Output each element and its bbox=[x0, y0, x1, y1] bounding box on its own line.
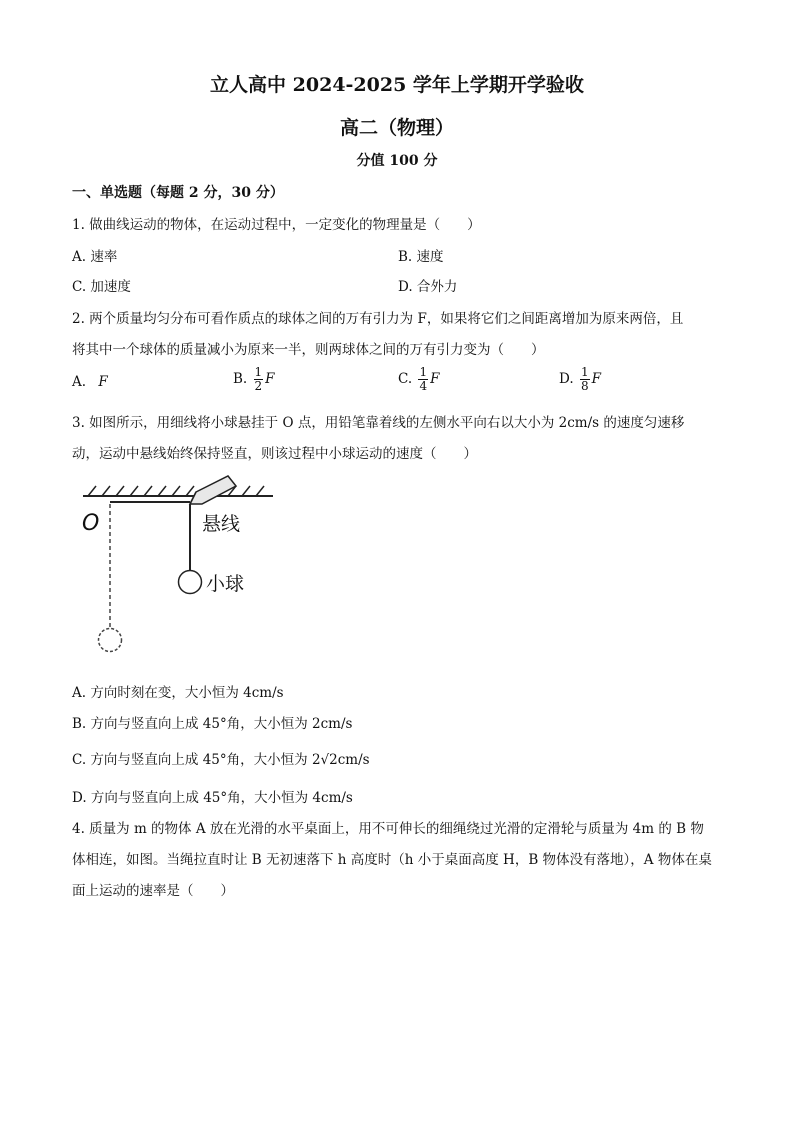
pendulum-figure bbox=[78, 472, 278, 662]
fraction-denominator: 2 bbox=[254, 379, 263, 393]
ball bbox=[179, 571, 202, 594]
fraction-numerator: 1 bbox=[580, 365, 589, 379]
q1-option-a: A. 速率 bbox=[72, 249, 118, 265]
option-var: F bbox=[430, 371, 440, 387]
q1-option-c: C. 加速度 bbox=[72, 279, 131, 295]
question-4-stem-line1: 4. 质量为 m 的物体 A 放在光滑的水平桌面上，用不可伸长的细绳绕过光滑的定滑轮与质量为 4m 的 B 物 bbox=[72, 821, 704, 837]
q3-option-a: A. 方向时刻在变，大小恒为 4cm/s bbox=[72, 685, 284, 701]
fraction bbox=[418, 366, 428, 393]
fraction-denominator: 8 bbox=[580, 379, 589, 393]
fraction-numerator: 1 bbox=[419, 365, 428, 379]
fraction bbox=[254, 366, 264, 393]
question-4-stem-line3: 面上运动的速率是（ ） bbox=[72, 883, 234, 899]
option-letter: A. bbox=[72, 374, 87, 390]
pencil-icon bbox=[190, 476, 236, 504]
line-label: 悬线 bbox=[202, 513, 241, 535]
q3-option-d: D. 方向与竖直向上成 45°角，大小恒为 4cm/s bbox=[72, 790, 353, 806]
q2-option-c bbox=[398, 366, 439, 393]
question-1-stem: 1. 做曲线运动的物体，在运动过程中，一定变化的物理量是（ ） bbox=[72, 217, 481, 233]
dashed-ball bbox=[99, 629, 122, 652]
score-label: 分值 100 分 bbox=[356, 153, 438, 169]
question-2-stem-line1: 2. 两个质量均匀分布可看作质点的球体之间的万有引力为 F，如果将它们之间距离增加为原来两倍，且 bbox=[72, 311, 684, 327]
fraction bbox=[580, 366, 590, 393]
fraction-denominator: 4 bbox=[419, 379, 428, 393]
q1-option-d: D. 合外力 bbox=[398, 279, 458, 295]
exam-subtitle: 高二（物理） bbox=[339, 117, 454, 139]
option-var: F bbox=[98, 374, 108, 390]
option-letter: B. bbox=[233, 371, 248, 387]
q2-option-a bbox=[72, 374, 108, 390]
q3-option-b: B. 方向与竖直向上成 45°角，大小恒为 2cm/s bbox=[72, 716, 353, 732]
q2-option-d bbox=[559, 366, 601, 393]
ball-label: 小球 bbox=[206, 573, 245, 595]
q2-option-b bbox=[233, 366, 275, 393]
exam-title: 立人高中 2024-2025 学年上学期开学验收 bbox=[210, 74, 584, 96]
question-3-stem-line1: 3. 如图所示，用细线将小球悬挂于 O 点，用铅笔靠着线的左侧水平向右以大小为 2cm/s 的速度匀速移 bbox=[72, 415, 685, 431]
ceiling-hatch bbox=[88, 486, 264, 496]
fraction-numerator: 1 bbox=[254, 365, 263, 379]
option-letter: C. bbox=[398, 371, 413, 387]
option-var: F bbox=[591, 371, 601, 387]
q1-option-b: B. 速度 bbox=[398, 249, 444, 265]
option-letter: D. bbox=[559, 371, 574, 387]
question-3-stem-line2: 动，运动中悬线始终保持竖直，则该过程中小球运动的速度（ ） bbox=[72, 446, 477, 462]
o-label: O bbox=[82, 511, 100, 536]
question-2-stem-line2: 将其中一个球体的质量减小为原来一半，则两球体之间的万有引力变为（ ） bbox=[72, 342, 545, 358]
question-4-stem-line2: 体相连，如图。当绳拉直时让 B 无初速落下 h 高度时（h 小于桌面高度 H，B 物体没有落地），A 物体在桌 bbox=[72, 852, 712, 868]
q3-option-c: C. 方向与竖直向上成 45°角，大小恒为 2√2cm/s bbox=[72, 752, 370, 768]
section-heading: 一、单选题（每题 2 分，30 分） bbox=[72, 185, 284, 201]
option-var: F bbox=[265, 371, 275, 387]
